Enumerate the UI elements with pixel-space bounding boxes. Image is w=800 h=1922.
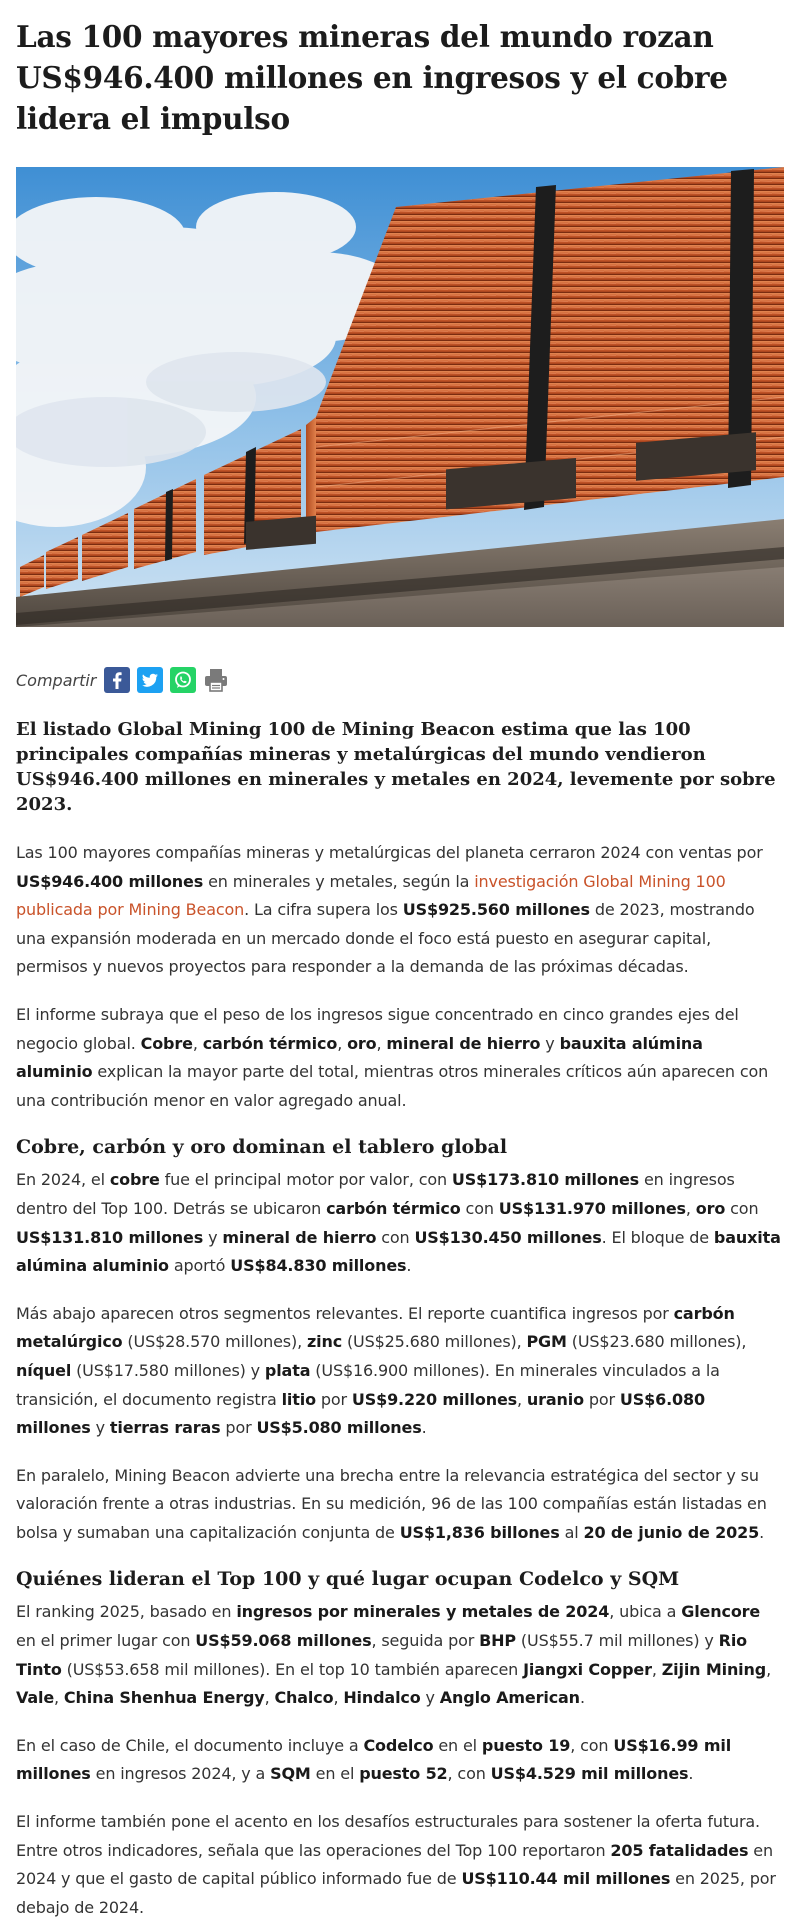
paragraph-1: Las 100 mayores compañías mineras y metalúrgicas del planeta cerraron 2024 con ventas por US$946.400 millones en minerales y metales, según la investigación Global Mining 100 publicada por Mining Beacon. La cifra supera los US$925.560 millones de 2023, mostrando una expansión moderada en un mercado donde el foco está puesto en asegurar capital, permisos y nuevos proyectos para responder a la demanda de las próximas décadas. bbox=[16, 843, 763, 977]
paragraph-6: El ranking 2025, basado en ingresos por minerales y metales de 2024, ubica a Glencore en el primer lugar con US$59.068 millones, seguida por BHP (US$55.7 mil millones) y Rio Tinto (US$53.658 mil millones). En el top 10 también aparecen Jiangxi Copper, Zijin Mining, Vale, China Shenhua Energy, Chalco, Hindalco y Anglo American. bbox=[16, 1602, 771, 1708]
subheading-top-100-leaders: Quiénes lideran el Top 100 y qué lugar ocupan Codelco y SQM bbox=[16, 1568, 680, 1591]
article-lead: El listado Global Mining 100 de Mining Beacon estima que las 100 principales compañías mineras y metalúrgicas del mundo vendieron US$946.400 millones en minerales y metales en 2024, levemente por sobre 2023. bbox=[16, 719, 776, 815]
global-mining-100-link[interactable]: investigación Global Mining 100 publicada por Mining Beacon bbox=[16, 871, 726, 920]
twitter-icon[interactable] bbox=[137, 667, 163, 693]
paragraph-8: El informe también pone el acento en los desafíos estructurales para sostener la oferta futura. Entre otros indicadores, señala que las operaciones del Top 100 reportaron 205 fatalidades en 2024 y que el gasto de capital público informado fue de US$110.44 mil millones en 2025, por debajo de 2024. bbox=[16, 1812, 776, 1917]
share-bar bbox=[16, 665, 784, 695]
article-headline: Las 100 mayores mineras del mundo rozan US$946.400 millones en ingresos y el cobre lidera el impulso bbox=[16, 19, 728, 136]
subheading-copper-coal-gold: Cobre, carbón y oro dominan el tablero global bbox=[16, 1136, 508, 1159]
facebook-icon[interactable] bbox=[104, 667, 130, 693]
paragraph-5: En paralelo, Mining Beacon advierte una brecha entre la relevancia estratégica del sector y su valoración frente a otras industrias. En su medición, 96 de las 100 compañías están listadas en bolsa y sumaban una capitalización conjunta de US$1,836 billones al 20 de junio de 2025. bbox=[16, 1465, 767, 1542]
print-icon[interactable] bbox=[203, 667, 229, 693]
paragraph-4: Más abajo aparecen otros segmentos relevantes. El reporte cuantifica ingresos por carbón metalúrgico (US$28.570 millones), zinc (US$25.680 millones), PGM (US$23.680 millones), níquel (US$17.580 millones) y plata (US$16.900 millones). En minerales vinculados a la transición, el documento registra litio por US$9.220 millones, uranio por US$6.080 millones y tierras raras por US$5.080 millones. bbox=[16, 1303, 747, 1438]
paragraph-7: En el caso de Chile, el documento incluye a Codelco en el puesto 19, con US$16.99 mil millones en ingresos 2024, y a SQM en el puesto 52, con US$4.529 mil millones. bbox=[16, 1735, 732, 1784]
paragraph-2: El informe subraya que el peso de los ingresos sigue concentrado en cinco grandes ejes del negocio global. Cobre, carbón térmico, oro, mineral de hierro y bauxita alúmina aluminio explican la mayor parte del total, mientras otros minerales críticos aún aparecen con una contribución menor en valor agregado anual. bbox=[16, 1004, 769, 1110]
paragraph-3: En 2024, el cobre fue el principal motor por valor, con US$173.810 millones en ingresos dentro del Top 100. Detrás se ubicaron carbón térmico con US$131.970 millones, oro con US$131.810 millones y mineral de hierro con US$130.450 millones. El bloque de bauxita alúmina aluminio aportó US$84.830 millones. bbox=[16, 1170, 781, 1276]
whatsapp-icon[interactable] bbox=[170, 667, 196, 693]
share-label: Compartir bbox=[16, 670, 97, 690]
hero-image-copper-cathodes bbox=[16, 167, 784, 627]
